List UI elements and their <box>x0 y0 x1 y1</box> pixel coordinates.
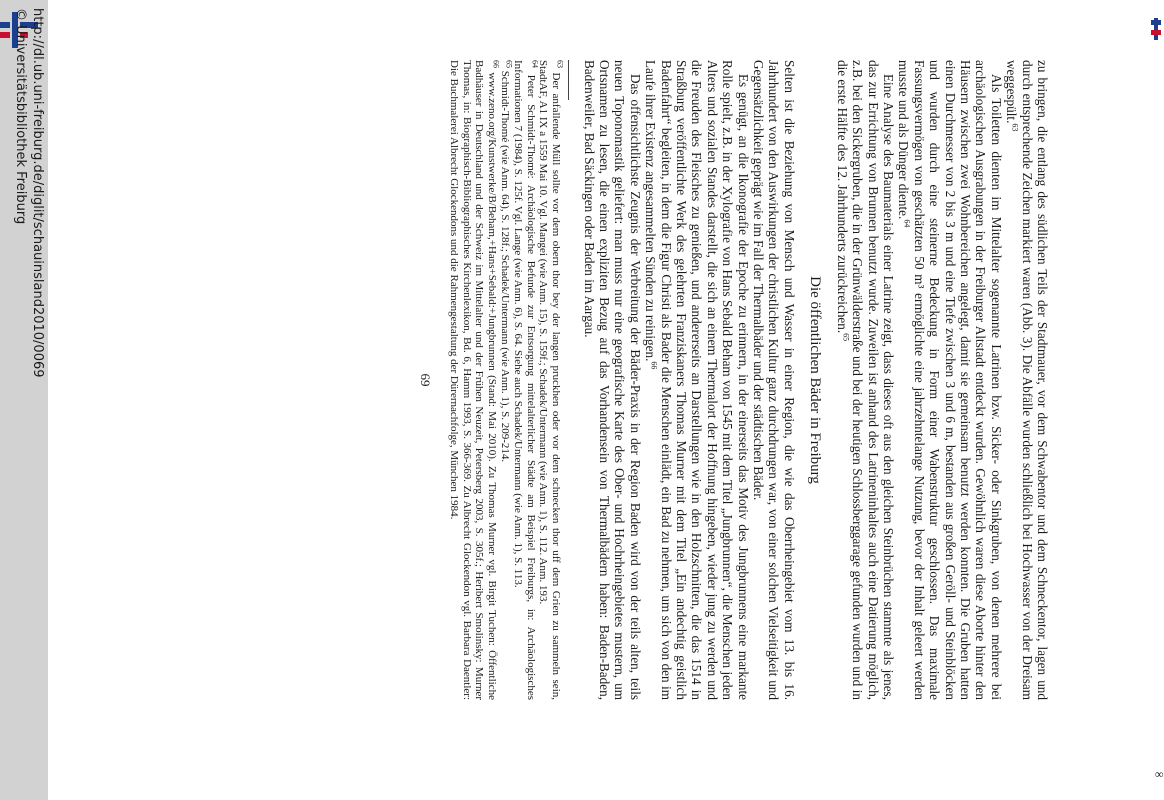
paragraph-3: Eine Analyse des Baumaterials einer Latrine zeigt, dass dieses oft aus den gleichen Steinbrüchen stammte als jenes, das zur Errichtung von Brunnen benutzt wurde. Zuweilen ist anhand des Latrineninhaltes auch eine Datierung möglich, z.B. bei den Sickergruben, die in der Grünwälderstraße und bei der heutigen Schlossberggarage gefunden wurden und in die erste Hälfte des 12. Jahrhunderts zurückreichen.$^{65}$ <box>834 60 896 700</box>
copyright-text: © Universitätsbibliothek Freiburg <box>13 8 28 225</box>
section-heading: Die öffentlichen Bäder in Freiburg <box>807 276 824 484</box>
paragraph-5: Es genügt, an die Ikonografie der Epoche zu erinnern, in der einerseits das Motiv des Jungbrunnens eine markante Rolle spielt, z.B. in der Xylografie von Hans Sebald Beham von 1545 mit dem Titel „Jungbrunnen“, die Menschen jeden Alters und sozialen Standes darstellt, die sich an einem Thermalort der Hoffnung hingeben, wieder jung zu werden und die Freuden des Fleisches zu genießen, und andererseits an Darstellungen wie in den Holzschnitten, die das 1514 in Straßburg veröffentlichte Werk des gelehrten Franziskaners Thomas Murner mit dem Titel „Ein andechtig geistlich Badenfahrt“ begleiten, in dem die Figur Christi als Bader die Menschen einlädt, ein Bad zu nehmen, um sich von den im Laufe ihrer Existenz angesammelten Sünden zu reinigen.$^{66}$ <box>643 60 751 700</box>
scanned-page <box>150 60 1050 760</box>
footnote-divider <box>568 60 569 100</box>
page-content <box>160 60 1050 700</box>
right-edge-mark: ∞ <box>1155 767 1164 781</box>
paragraph-6: Das offensichtlichste Zeugnis der Verbreitung der Bäder-Praxis in der Region Baden wird von der teils alten, teils neuen Toponomastik geliefert: man muss nur eine geografische Karte des Ober- und Hochrheingebietes mustern, um Ortsnamen zu lesen, die einen expliziten Bezug auf das Vorhandensein von Thermalbädern haben: Baden-Baden, Badenweiler, Bad Säckingen oder Baden im Aargau. <box>581 60 643 700</box>
footnote-65: $^{65}$ Schmidt-Thomé (wie Anm. 64), S. 128f.; Schadek/Untermann (wie Anm. 1), S. 209-214. <box>499 60 514 463</box>
footnotes <box>447 60 565 700</box>
left-margin-band <box>0 0 48 800</box>
right-edge-logo-icon <box>1151 18 1161 40</box>
footnote-63: $^{63}$ Der anfallende Müll sollte vor dem obern thor bey der langen pruckhen oder vor dem schnecken thor uff dem Grien zu sammeln sein, StadtAF, A1 IX a 1559 Mai 10. Vgl. Mangei (wie Anm. 15), S. 159f.; Schadek/Untermann (wie Anm. 1), S. 112. Anm. 193. <box>537 60 565 700</box>
page-number: 69 <box>418 373 434 387</box>
document-url-link[interactable]: http://dl.ub.uni-freiburg.de/diglit/schauinsland2010/0069 <box>30 8 45 378</box>
side-url-block <box>2 0 46 800</box>
paragraph-4: Selten ist die Beziehung von Mensch und Wasser in einer Region, die wie das Oberrheingebiet vom 13. bis 16. Jahrhundert von den Auswirkungen der christlichen Kultur ganz durchdrungen war, von einer solchen Vielseitigkeit und Gegensätzlichkeit geprägt wie im Fall der Thermalbäder und der städtischen Bäder. <box>751 60 797 700</box>
footnote-64: $^{64}$ Peter Schmidt-Thomé: Archäologische Befunde zur Entsorgung mittelalterlicher Städte am Beispiel Freiburgs, in: Archäologisches Informationen 7 (1984), S. 125f. Vgl. Lange (wie Anm. 6), S. 64. Siehe auch Schadek/Untermann (wie Anm. 1), S. 113. <box>511 60 540 700</box>
paragraph-1: zu bringen, die entlang des südlichen Teils der Stadtmauer, vor dem Schwabentor und dem Schneckentor, lagen und durch entsprechende Zeichen markiert waren (Abb. 3). Die Abfälle wurden schließlich bei Hochwasser von der Dreisam weggespült.$^{63}$ <box>1004 60 1050 700</box>
footnote-66: $^{66}$ www.zeno.org/Kunstwerke/B/Beham,+Hans+Sebald:+Jungbrunnen (Stand: Mai 2010). Zu Thomas Murner vgl. Birgit Tuchen: Öffentliche Badhäuser in Deutschland und der Schweiz im Mittelalter und der Frühen Neuzeit, Petersberg 2003, S. 305f.; Heribert Smolinsky: Murner Thomas, in: Biographisch-Bibliographisches Kirchenlexikon, Bd. 6, Hamm 1993, S. 366-369. Zu Albrecht Glockendon vgl. Barbara Daentler: Die Buchmalerei Albrecht Glockendons und die Rahmengestaltung der Dürernachfolge, München 1984. <box>447 60 501 700</box>
paragraph-2: Als Toiletten dienten im Mittelalter sogenannte Latrinen bzw. Sicker- oder Sinkgruben, von denen mehrere bei archäologischen Ausgrabungen in der Freiburger Altstadt entdeckt wurden. Gewöhnlich waren diese Aborte hinter den Häusern zwischen zwei Wohnbereichen angelegt, damit sie gemeinsam benutzt werden konnten. Die Gruben hatten einen Durchmesser von 2 bis 3 m und eine Tiefe zwischen 3 und 6 m, bestanden aus großen Geröll- und Steinblöcken und wurden durch eine steinerne Bedeckung in Form einer Wabenstruktur geschlossen. Das maximale Fassungsvermögen von geschätzten 50 m³ ermöglichte eine jahrzehntelange Nutzung, bevor der Inhalt geleert werden musste und als Dünger diente.$^{64}$ <box>896 60 1004 700</box>
